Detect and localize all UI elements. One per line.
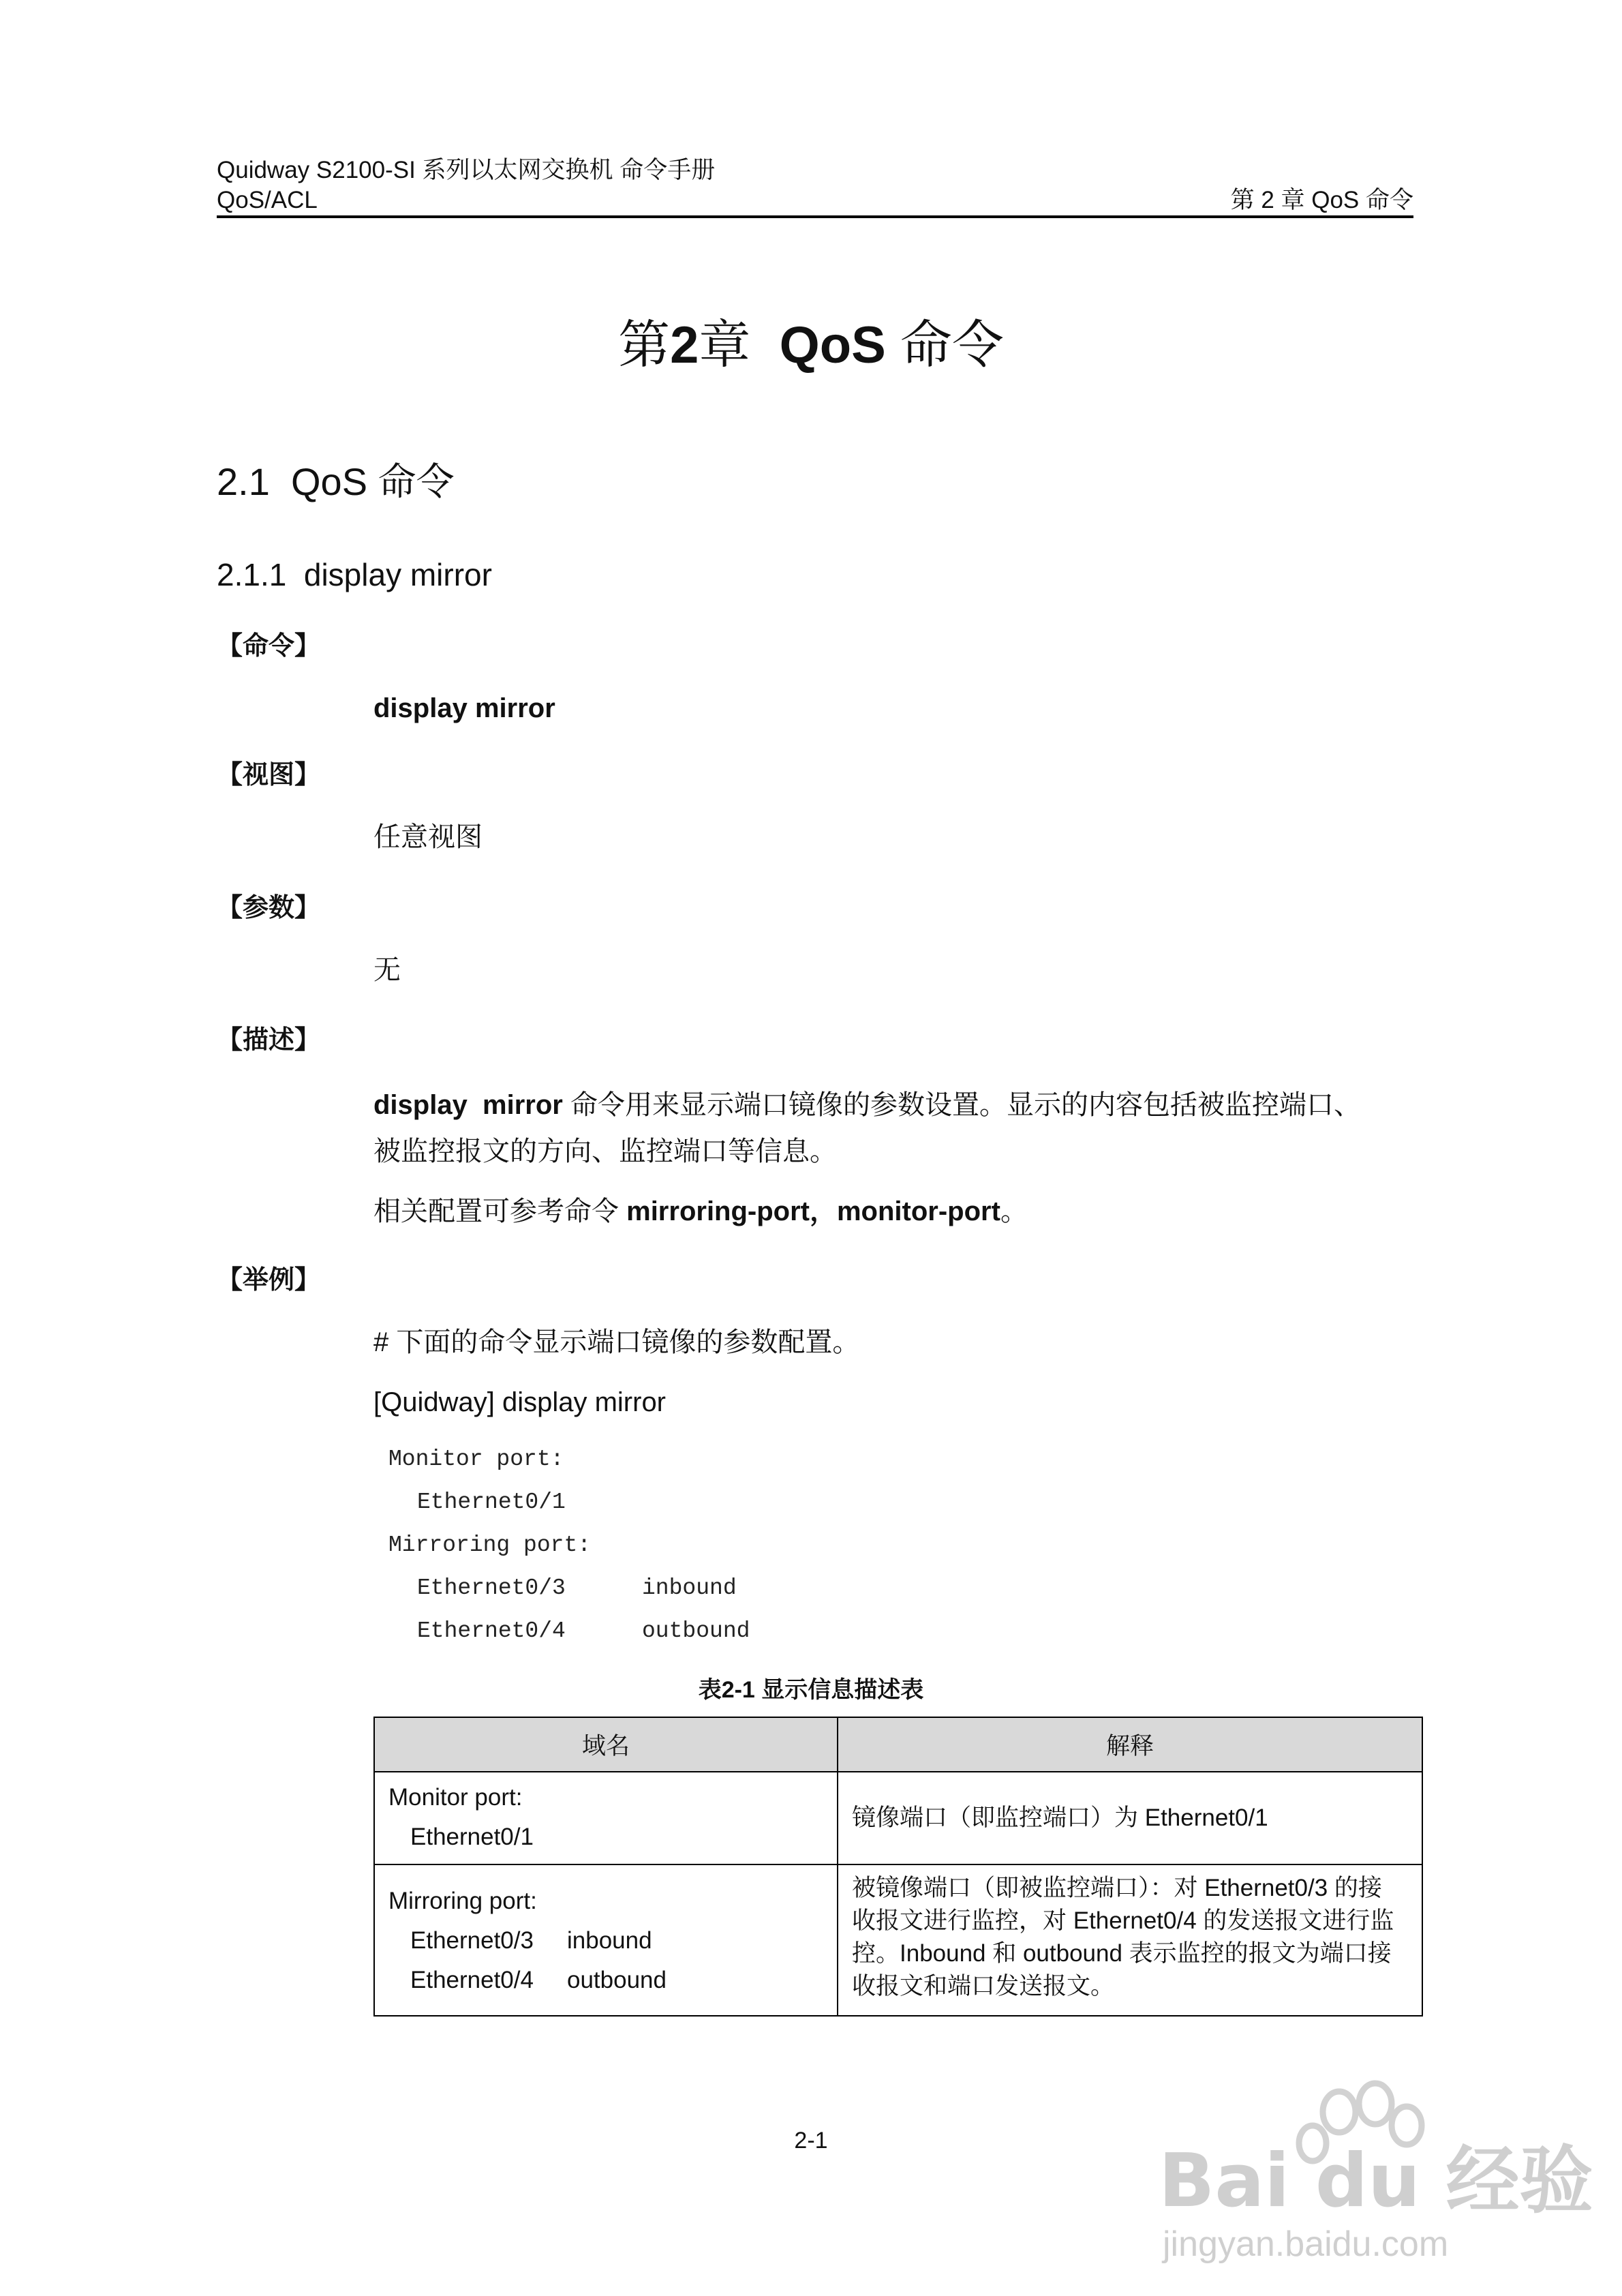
command-label: 【命令】 <box>217 632 321 661</box>
output-mirror2-port: Ethernet0/4 <box>417 1618 566 1644</box>
output-monitor-port: Ethernet0/1 <box>417 1490 566 1515</box>
section-heading <box>217 458 455 506</box>
row1-field-label: Monitor port: <box>388 1784 523 1811</box>
desc-command: display mirror <box>373 1090 563 1120</box>
table-header-row <box>375 1718 1422 1771</box>
related-prefix: 相关配置可参考命令 <box>373 1196 627 1226</box>
related-suffix: 。 <box>1000 1196 1028 1226</box>
watermark <box>1159 2072 1593 2270</box>
desc-line-1-text: 命令用来显示端口镜像的参数设置。显示的内容包括被监控端口、 <box>562 1090 1361 1120</box>
watermark-url: jingyan.baidu.com <box>1163 2224 1449 2264</box>
row2-field-label: Mirroring port: <box>388 1888 537 1914</box>
row2-dir1: inbound <box>567 1927 652 1954</box>
table-cell-field <box>375 1772 838 1864</box>
header-module: QoS/ACL <box>217 187 318 213</box>
section-number: 2.1 <box>217 460 270 503</box>
chapter-title-rest: 命令 <box>885 316 1004 374</box>
chapter-title-prefix: 第 <box>618 316 671 374</box>
command-name: display mirror <box>373 693 555 723</box>
row2-desc-line-3: 控。Inbound 和 outbound 表示监控的报文为端口接 <box>852 1940 1392 1967</box>
row2-desc-line-1: 被镜像端口（即被监控端口）：对 Ethernet0/3 的接 <box>852 1875 1382 1901</box>
row2-desc-line-4: 收报文和端口发送报文。 <box>852 1973 1115 1999</box>
section-title: QoS 命令 <box>290 460 455 503</box>
row1-desc: 镜像端口（即监控端口）为 Ethernet0/1 <box>852 1804 1268 1831</box>
params-text: 无 <box>373 955 401 985</box>
row2-port1: Ethernet0/3 <box>410 1927 534 1954</box>
table-header-field: 域名 <box>375 1718 838 1771</box>
example-command: [Quidway] display mirror <box>373 1387 667 1417</box>
output-mirror1-port: Ethernet0/3 <box>417 1575 566 1601</box>
view-label: 【视图】 <box>217 761 321 789</box>
subsection-heading <box>217 556 492 594</box>
row2-desc-line-2: 收报文进行监控，对 Ethernet0/4 的发送报文进行监 <box>852 1907 1394 1934</box>
header-rule <box>217 215 1413 218</box>
row2-port2-line <box>388 1961 837 2000</box>
header-chapter-ref: 第 2 章 QoS 命令 <box>1230 187 1413 213</box>
table-cell-desc <box>838 1772 1422 1864</box>
related-command-names: mirroring-port，monitor-port <box>626 1196 1000 1226</box>
info-table <box>373 1717 1423 2016</box>
output-mirror2-direction: outbound <box>642 1618 750 1644</box>
table-row <box>375 1771 1422 1864</box>
row2-desc <box>838 1865 1422 2012</box>
chapter-title <box>0 315 1622 376</box>
example-label: 【举例】 <box>217 1266 321 1295</box>
page-number: 2-1 <box>794 2128 828 2154</box>
row2-dir2: outbound <box>567 1967 667 1993</box>
watermark-brand: Bai du 经验 <box>1159 2139 1593 2224</box>
related-commands <box>373 1194 1028 1228</box>
desc-line-2: 被监控报文的方向、监控端口等信息。 <box>373 1136 837 1166</box>
header-product-line: Quidway S2100-SI 系列以太网交换机 命令手册 <box>217 157 716 183</box>
output-mirroring-label: Mirroring port: <box>388 1532 592 1558</box>
output-monitor-label: Monitor port: <box>388 1447 564 1472</box>
desc-line-1 <box>373 1088 1361 1122</box>
table-row <box>375 1864 1422 2015</box>
row1-field-value: Ethernet0/1 <box>410 1824 534 1850</box>
table-header-desc: 解释 <box>1105 1733 1154 1759</box>
subsection-title: display mirror <box>303 557 492 592</box>
desc-label: 【描述】 <box>217 1026 321 1055</box>
subsection-number: 2.1.1 <box>217 557 287 592</box>
row2-port2: Ethernet0/4 <box>410 1967 534 1993</box>
output-mirror1-direction: inbound <box>642 1575 737 1601</box>
chapter-title-bold: QoS <box>779 316 886 374</box>
row2-port1-line <box>388 1921 837 1961</box>
params-label: 【参数】 <box>217 894 321 922</box>
command-text <box>373 691 555 725</box>
chapter-number: 2 <box>670 316 699 374</box>
view-text: 任意视图 <box>373 822 483 852</box>
table-cell-desc <box>838 1865 1422 2015</box>
chapter-title-suffix: 章 <box>699 316 780 374</box>
example-comment: # 下面的命令显示端口镜像的参数配置。 <box>373 1327 860 1357</box>
table-caption: 表2-1 显示信息描述表 <box>698 1677 924 1703</box>
table-cell-field <box>375 1865 838 2015</box>
